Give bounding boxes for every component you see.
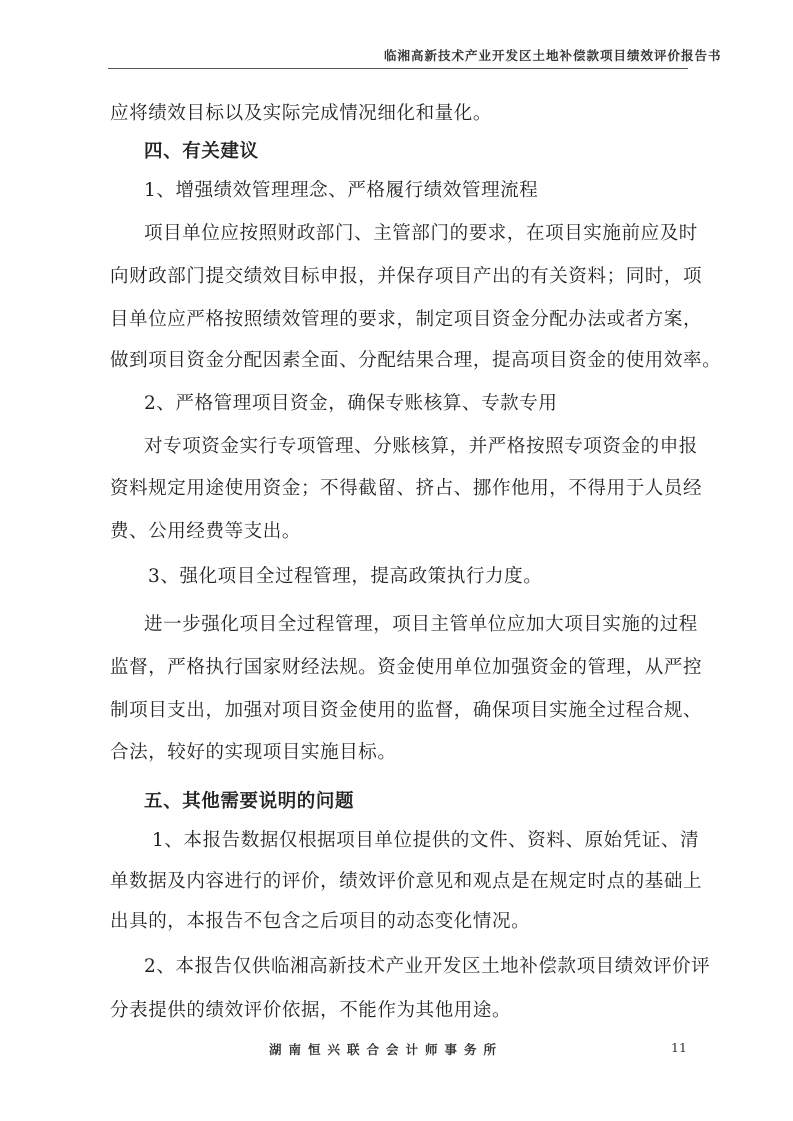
- paragraph-line: 做到项目资金分配因素全面、分配结果合理，提高项目资金的使用效率。: [110, 350, 722, 371]
- paragraph-line: 进一步强化项目全过程管理，项目主管单位应加大项目实施的过程: [144, 614, 698, 635]
- subheading: 1、增强绩效管理理念、严格履行绩效管理流程: [144, 180, 539, 201]
- paragraph-line: 项目单位应按照财政部门、主管部门的要求，在项目实施前应及时: [144, 223, 698, 244]
- section-heading: 五、其他需要说明的问题: [144, 791, 355, 812]
- paragraph-line: 监督，严格执行国家财经法规。资金使用单位加强资金的管理，从严控: [110, 657, 703, 678]
- paragraph-line: 单数据及内容进行的评价，绩效评价意见和观点是在规定时点的基础上: [110, 871, 703, 892]
- paragraph-line: 应将绩效目标以及实际完成情况细化和量化。: [110, 103, 493, 124]
- paragraph-line: 出具的，本报告不包含之后项目的动态变化情况。: [110, 911, 531, 932]
- paragraph-line: 向财政部门提交绩效目标申报，并保存项目产出的有关资料；同时，项: [110, 266, 703, 287]
- paragraph-line: 1、本报告数据仅根据项目单位提供的文件、资料、原始凭证、清: [152, 830, 700, 851]
- page-number: 11: [671, 1040, 687, 1055]
- paragraph-line: 目单位应严格按照绩效管理的要求，制定项目资金分配办法或者方案，: [110, 309, 703, 330]
- subheading: 2、严格管理项目资金，确保专账核算、专款专用: [144, 393, 558, 414]
- header-rule: [108, 68, 688, 69]
- subheading: 3、强化项目全过程管理，提高政策执行力度。: [148, 566, 543, 587]
- section-heading: 四、有关建议: [144, 141, 259, 162]
- footer-firm-name: 湖南恒兴联合会计师事务所: [269, 1042, 504, 1057]
- paragraph-line: 对专项资金实行专项管理、分账核算，并严格按照专项资金的申报: [144, 436, 698, 457]
- paragraph-line: 合法，较好的实现项目实施目标。: [110, 742, 397, 763]
- paragraph-line: 资料规定用途使用资金；不得截留、挤占、挪作他用，不得用于人员经: [110, 478, 703, 499]
- paragraph-line: 制项目支出，加强对项目资金使用的监督，确保项目实施全过程合规、: [110, 700, 703, 721]
- paragraph-line: 分表提供的绩效评价依据，不能作为其他用途。: [110, 1000, 512, 1021]
- paragraph-line: 2、本报告仅供临湘高新技术产业开发区土地补偿款项目绩效评价评: [144, 956, 711, 977]
- running-header: 临湘高新技术产业开发区土地补偿款项目绩效评价报告书: [384, 48, 722, 63]
- paragraph-line: 费、公用经费等支出。: [110, 521, 302, 542]
